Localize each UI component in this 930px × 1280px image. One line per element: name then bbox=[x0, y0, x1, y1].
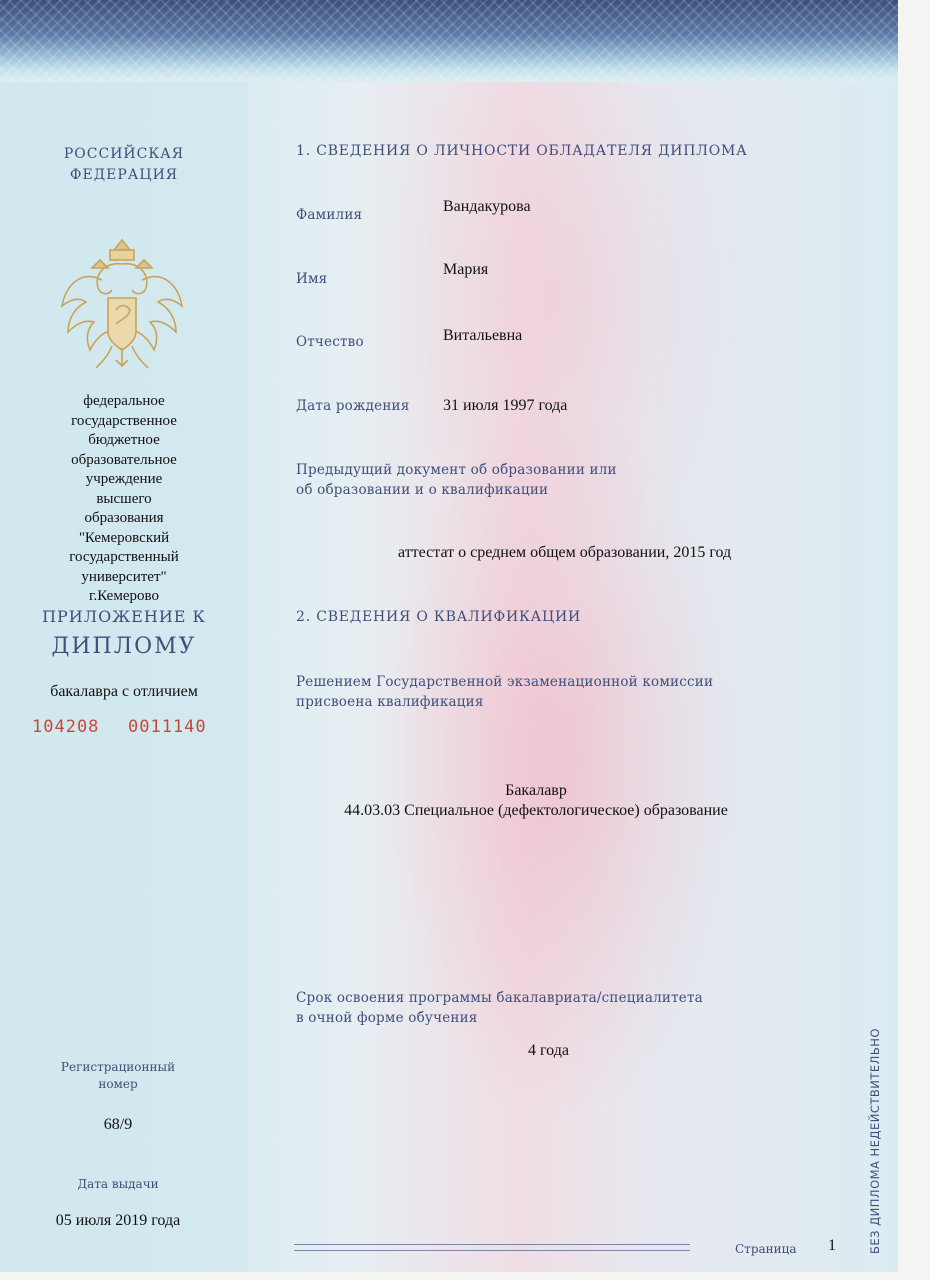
prev-doc-value: аттестат о среднем общем образовании, 2015 год bbox=[398, 544, 732, 561]
org-line-1: федеральное bbox=[83, 393, 165, 409]
issue-date: 05 июля 2019 года bbox=[55, 1212, 181, 1229]
coat-of-arms-icon bbox=[52, 228, 192, 378]
duration-label-line-2: в очной форме обучения bbox=[296, 1010, 478, 1026]
reg-number: 68/9 bbox=[103, 1116, 133, 1133]
org-line-9: государственный bbox=[69, 549, 179, 565]
decision-label-line-1: Решением Государственной экзаменационной комиссии bbox=[296, 674, 714, 690]
name-value: Мария bbox=[443, 261, 489, 278]
org-line-11: г.Кемерово bbox=[89, 588, 159, 604]
country-line-2: ФЕДЕРАЦИЯ bbox=[69, 167, 179, 183]
title-line-1: ПРИЛОЖЕНИЕ К bbox=[42, 607, 206, 626]
specialty-value: 44.03.03 Специальное (дефектологическое) образование bbox=[344, 802, 728, 819]
birthdate-value: 31 июля 1997 года bbox=[443, 397, 568, 414]
org-line-5: учреждение bbox=[85, 471, 163, 487]
patronymic-value: Витальевна bbox=[443, 327, 523, 344]
surname-label: Фамилия bbox=[296, 207, 363, 223]
org-line-6: высшего bbox=[96, 490, 152, 507]
org-line-3: бюджетное bbox=[88, 432, 160, 448]
section2-heading: 2. СВЕДЕНИЯ О КВАЛИФИКАЦИИ bbox=[296, 609, 582, 625]
title-line-2: ДИПЛОМУ bbox=[51, 634, 197, 659]
serial-series: 104208 bbox=[32, 717, 100, 737]
org-line-4: образовательное bbox=[71, 451, 177, 468]
page-number: 1 bbox=[828, 1237, 836, 1254]
prev-doc-label-line-2: об образовании и о квалификации bbox=[296, 482, 549, 498]
country-line-1: РОССИЙСКАЯ bbox=[63, 146, 185, 162]
org-line-8: "Кемеровский bbox=[78, 529, 170, 546]
name-label: Имя bbox=[296, 271, 328, 287]
decision-label-line-2: присвоена квалификация bbox=[296, 694, 484, 710]
patronymic-label: Отчество bbox=[296, 334, 364, 350]
duration-label-line-1: Срок освоения программы бакалавриата/специалитета bbox=[296, 990, 703, 1006]
diploma-type: бакалавра с отличием bbox=[50, 683, 198, 700]
surname-value: Вандакурова bbox=[443, 198, 531, 215]
validity-note: БЕЗ ДИПЛОМА НЕДЕЙСТВИТЕЛЬНО bbox=[868, 1028, 882, 1254]
org-line-7: образования bbox=[84, 510, 164, 526]
footer-rule bbox=[294, 1244, 690, 1251]
guilloche-band bbox=[0, 0, 898, 82]
prev-doc-label-line-1: Предыдущий документ об образовании или bbox=[296, 462, 617, 478]
duration-value: 4 года bbox=[528, 1042, 569, 1059]
page-label: Страница bbox=[735, 1242, 797, 1256]
section1-heading: 1. СВЕДЕНИЯ О ЛИЧНОСТИ ОБЛАДАТЕЛЯ ДИПЛОМА bbox=[296, 143, 748, 159]
serial-number: 0011140 bbox=[128, 717, 207, 737]
issue-label: Дата выдачи bbox=[77, 1177, 159, 1191]
reg-label-line-2: номер bbox=[98, 1077, 138, 1091]
birthdate-label: Дата рождения bbox=[296, 398, 410, 414]
reg-label-line-1: Регистрационный bbox=[60, 1060, 176, 1074]
org-line-10: университет" bbox=[81, 568, 167, 585]
qualification-value: Бакалавр bbox=[505, 782, 567, 799]
org-line-2: государственное bbox=[71, 412, 177, 429]
